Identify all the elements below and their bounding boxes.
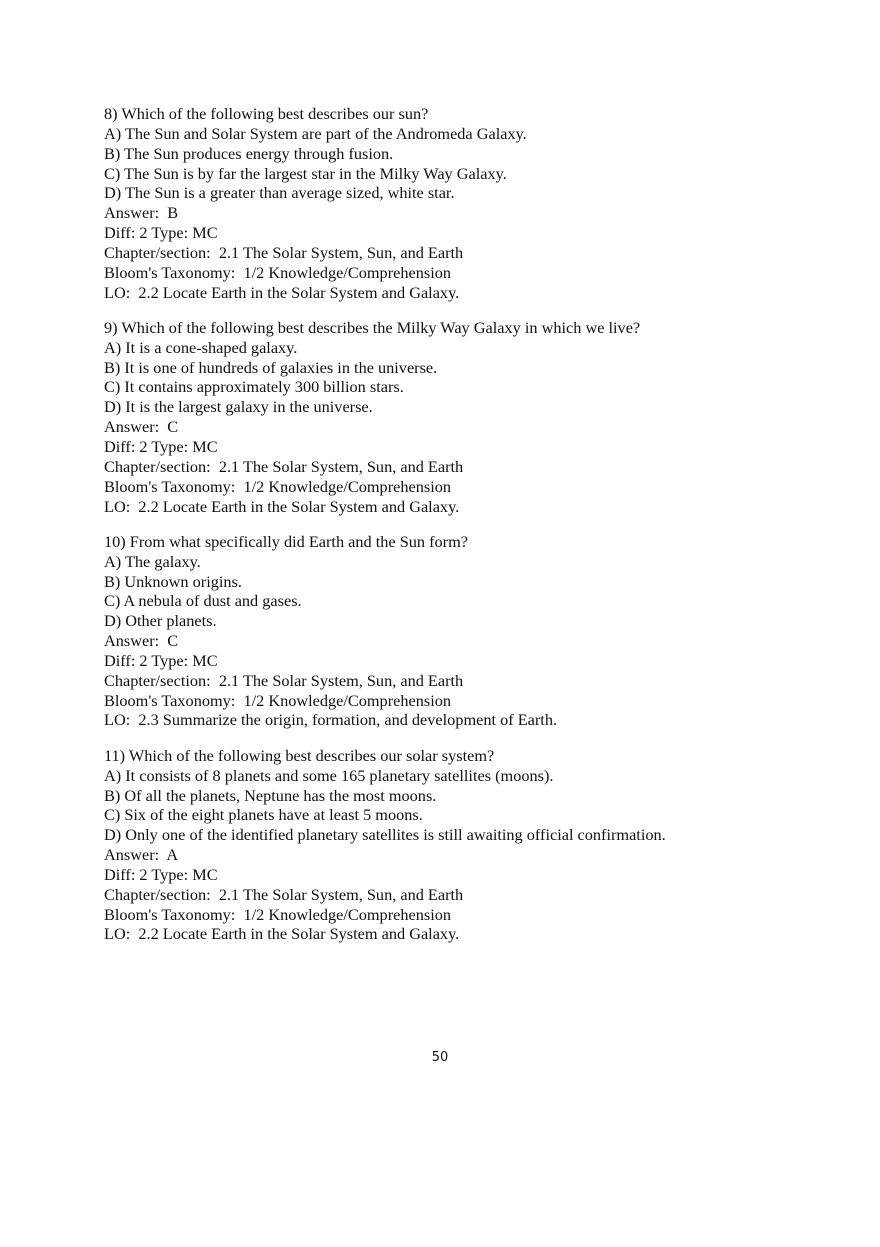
answer-line: Answer: C [104, 631, 179, 651]
question-block-11 [104, 746, 824, 944]
option-b: B) The Sun produces energy through fusion. [104, 143, 394, 163]
page-number: 50 [431, 1050, 449, 1065]
option-c: C) A nebula of dust and gases. [104, 591, 302, 611]
difficulty-line: Diff: 2 Type: MC [104, 223, 218, 243]
learning-objective-line: LO: 2.3 Summarize the origin, formation, and development of Earth. [104, 710, 558, 730]
option-c: C) It contains approximately 300 billion stars. [104, 377, 404, 397]
learning-objective-line: LO: 2.2 Locate Earth in the Solar System and Galaxy. [104, 496, 460, 516]
option-a: A) The Sun and Solar System are part of the Andromeda Galaxy. [104, 123, 527, 143]
learning-objective-line: LO: 2.2 Locate Earth in the Solar System and Galaxy. [104, 924, 460, 944]
question-prompt: 11) Which of the following best describes our solar system? [104, 745, 495, 765]
option-a: A) It is a cone-shaped galaxy. [104, 337, 298, 357]
option-b: B) Unknown origins. [104, 571, 242, 591]
option-a: A) The galaxy. [104, 551, 201, 571]
option-d: D) Other planets. [104, 611, 217, 631]
blooms-taxonomy-line: Bloom's Taxonomy: 1/2 Knowledge/Comprehension [104, 476, 451, 496]
chapter-section-line: Chapter/section: 2.1 The Solar System, Sun, and Earth [104, 670, 464, 690]
blooms-taxonomy-line: Bloom's Taxonomy: 1/2 Knowledge/Comprehension [104, 690, 451, 710]
chapter-section-line: Chapter/section: 2.1 The Solar System, Sun, and Earth [104, 456, 464, 476]
option-d: D) It is the largest galaxy in the universe. [104, 397, 373, 417]
option-d: D) Only one of the identified planetary satellites is still awaiting official confirmation. [104, 825, 666, 845]
difficulty-line: Diff: 2 Type: MC [104, 864, 218, 884]
difficulty-line: Diff: 2 Type: MC [104, 437, 218, 456]
answer-line: Answer: B [104, 203, 179, 223]
blooms-taxonomy-line: Bloom's Taxonomy: 1/2 Knowledge/Comprehension [104, 904, 451, 924]
answer-line: Answer: A [104, 845, 179, 865]
question-block-10 [104, 532, 824, 730]
question-prompt: 9) Which of the following best describes the Milky Way Galaxy in which we live? [104, 317, 641, 337]
question-block-9 [104, 318, 824, 516]
learning-objective-line: LO: 2.2 Locate Earth in the Solar System and Galaxy. [104, 282, 460, 302]
option-b: B) Of all the planets, Neptune has the most moons. [104, 785, 437, 805]
chapter-section-line: Chapter/section: 2.1 The Solar System, Sun, and Earth [104, 242, 464, 262]
option-a: A) It consists of 8 planets and some 165 planetary satellites (moons). [104, 765, 554, 785]
difficulty-line: Diff: 2 Type: MC [104, 650, 218, 670]
option-c: C) The Sun is by far the largest star in the Milky Way Galaxy. [104, 163, 507, 183]
option-b: B) It is one of hundreds of galaxies in the universe. [104, 357, 438, 377]
question-prompt: 8) Which of the following best describes our sun? [104, 104, 429, 123]
answer-line: Answer: C [104, 417, 179, 437]
question-block-8 [104, 104, 824, 302]
option-c: C) Six of the eight planets have at least 5 moons. [104, 805, 423, 825]
question-list [104, 104, 824, 960]
chapter-section-line: Chapter/section: 2.1 The Solar System, Sun, and Earth [104, 884, 464, 904]
question-prompt: 10) From what specifically did Earth and the Sun form? [104, 531, 468, 551]
blooms-taxonomy-line: Bloom's Taxonomy: 1/2 Knowledge/Comprehension [104, 262, 451, 282]
option-d: D) The Sun is a greater than average sized, white star. [104, 183, 455, 203]
